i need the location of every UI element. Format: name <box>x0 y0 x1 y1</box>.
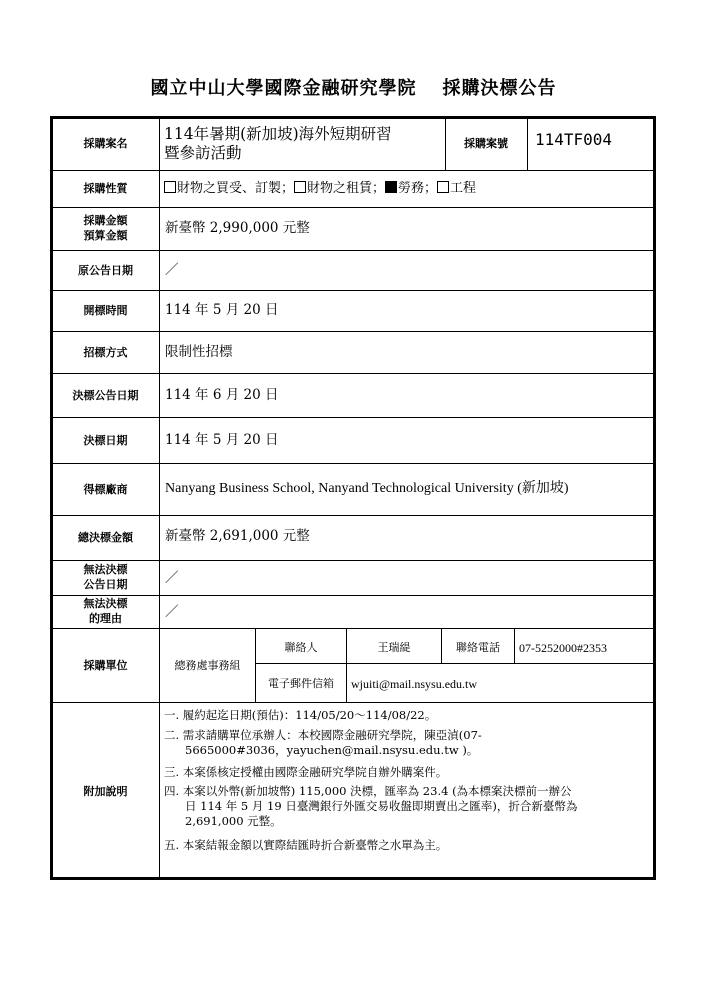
row-divider <box>50 207 656 208</box>
orig-date-label: 原公告日期 <box>78 264 133 277</box>
row-divider <box>50 170 656 171</box>
vendor-label: 得標廠商 <box>83 483 128 496</box>
row-divider <box>50 290 656 291</box>
award-notice-label: 決標公告日期 <box>72 389 139 402</box>
nature-label: 採購性質 <box>83 182 128 195</box>
phone-value: 07-5252000#2353 <box>519 641 607 655</box>
page-title <box>0 74 707 100</box>
unit-dept: 總務處事務組 <box>174 659 241 672</box>
row-divider <box>50 560 656 561</box>
unit-label: 採購單位 <box>83 659 128 672</box>
open-time-label: 開標時間 <box>83 304 128 317</box>
vendor-value: Nanyang Business School, Nanyand Technological University (新加坡) <box>165 481 569 496</box>
no-award-reason-value: ／ <box>165 604 179 620</box>
column-divider <box>445 116 446 170</box>
total-value: 新臺幣 2,691,000 元整 <box>165 528 310 544</box>
row-divider <box>50 373 656 374</box>
row-divider <box>50 628 656 629</box>
notes-label: 附加說明 <box>83 785 128 798</box>
orig-date-value: ／ <box>165 262 179 278</box>
row-divider <box>50 417 656 418</box>
row-divider <box>50 515 656 516</box>
note-item: 二. 需求請購單位承辦人：本校國際金融研究學院，陳亞湞(07- 5665000#3036，yayuchen@mail.nsysu.edu.tw )。 <box>164 728 482 757</box>
email-value: wjuiti@mail.nsysu.edu.tw <box>351 677 478 691</box>
email-label: 電子郵件信箱 <box>268 677 334 690</box>
award-notice-value: 114 年 6 月 20 日 <box>165 387 279 403</box>
checkbox-checked-icon <box>385 181 397 193</box>
contact-label: 聯絡人 <box>284 641 318 654</box>
note-item: 五. 本案結報金額以實際結匯時折合新臺幣之水單為主。 <box>164 838 448 852</box>
award-date-label: 決標日期 <box>83 434 128 447</box>
case-name-line: 暨參訪活動 <box>164 144 242 162</box>
doc-type: 採購決標公告 <box>442 78 557 99</box>
checkbox-unchecked-icon <box>294 181 306 193</box>
total-label: 總決標金額 <box>78 531 133 544</box>
no-award-date-label: 無法決標 公告日期 <box>83 563 128 591</box>
nature-option-goods: 財物之買受、訂製； <box>164 181 294 196</box>
case-name-label: 採購案名 <box>83 137 128 150</box>
nature-options <box>164 180 476 198</box>
org-name: 國立中山大學國際金融研究學院 <box>150 78 417 99</box>
row-divider <box>50 331 656 332</box>
amount-value: 新臺幣 2,990,000 元整 <box>165 220 310 236</box>
open-time-value: 114 年 5 月 20 日 <box>165 302 279 318</box>
row-divider <box>50 463 656 464</box>
note-item: 四. 本案以外幣(新加坡幣) 115,000 決標，匯率為 23.4 (為本標案決標前一辦公 日 114 年 5 月 19 日臺灣銀行外匯交易收盤即期賣出之匯率)，折合新臺幣為 2,691,000 元整。 <box>164 784 578 828</box>
case-name <box>164 125 392 163</box>
row-divider <box>50 250 656 251</box>
case-no-value: 114TF004 <box>535 130 613 149</box>
nature-option-lease: 財物之租賃； <box>294 181 385 196</box>
nature-option-service: 勞務； <box>385 181 437 196</box>
column-divider <box>159 116 160 880</box>
checkbox-unchecked-icon <box>437 181 449 193</box>
phone-label: 聯絡電話 <box>456 641 500 654</box>
method-value: 限制性招標 <box>165 344 233 360</box>
row-divider <box>50 702 656 703</box>
nature-option-engineering: 工程 <box>437 181 476 196</box>
case-name-line: 114年暑期(新加坡)海外短期研習 <box>164 125 392 143</box>
contact-name: 王瑞緹 <box>377 641 411 654</box>
row-divider <box>255 663 656 664</box>
no-award-date-value: ／ <box>165 570 179 586</box>
award-date-value: 114 年 5 月 20 日 <box>165 432 279 448</box>
checkbox-unchecked-icon <box>164 181 176 193</box>
no-award-reason-label: 無法決標 的理由 <box>83 597 128 625</box>
method-label: 招標方式 <box>83 346 128 359</box>
note-item: 一. 履約起迄日期(預估)：114/05/20～114/08/22。 <box>164 708 437 722</box>
column-divider <box>527 116 528 170</box>
column-divider <box>514 628 515 663</box>
amount-label: 採購金額 預算金額 <box>83 214 128 242</box>
case-no-label: 採購案號 <box>464 137 508 150</box>
note-item: 三. 本案係核定授權由國際金融研究學院自辦外購案件。 <box>164 765 448 779</box>
